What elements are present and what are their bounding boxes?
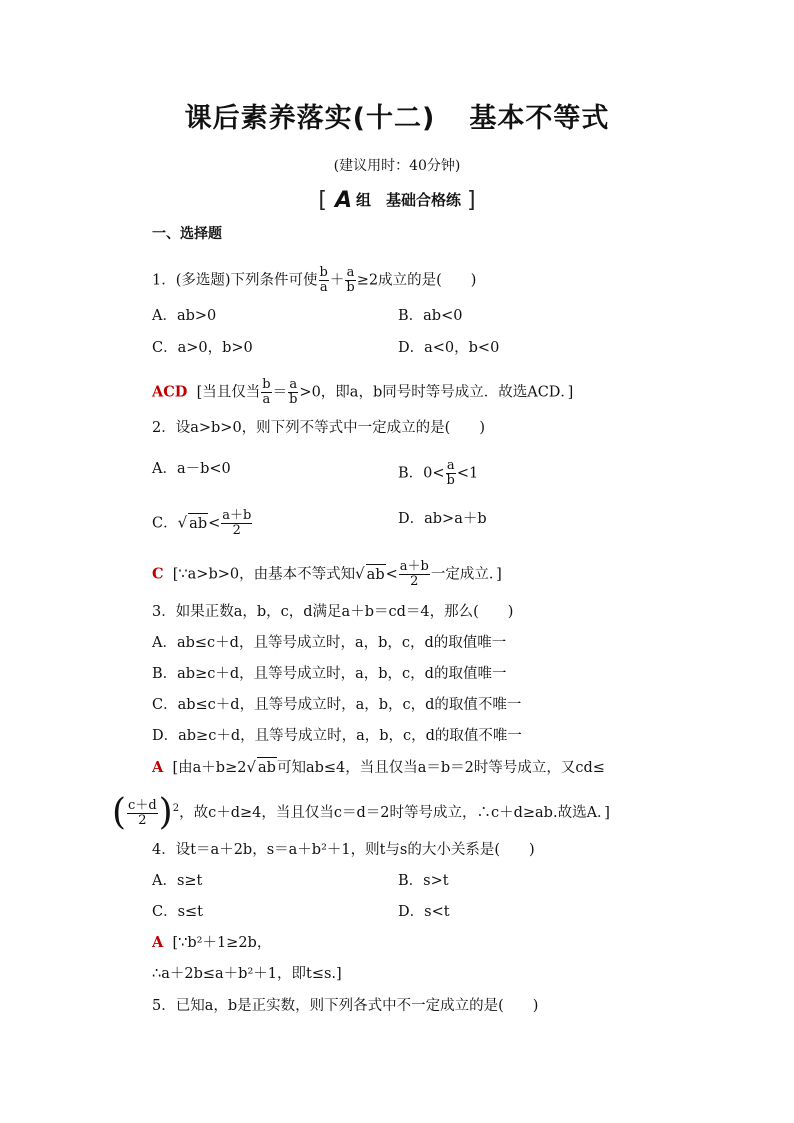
q3-explanation-line1: A [由a＋b≥2√ ab可知ab≤4，当且仅当a＝b＝2时等号成立，又cd≤	[152, 758, 605, 776]
q4-option-c: C．s≤t	[152, 904, 204, 920]
q3-explanation-line2: ( $\frac{c+d}{2}$ )$^2$，故c＋d≥4，当且仅当c＝d＝2时等号成立，∴c＋d≥ab.故选A．]	[112, 792, 610, 833]
title-topic: 基本不等式	[469, 103, 610, 134]
q3-option-b: B．ab≥c＋d，且等号成立时，a，b，c，d的取值唯一	[152, 666, 507, 682]
suggested-time: (建议用时：40分钟)	[333, 158, 461, 174]
group-letter: A	[334, 188, 352, 213]
group-label: 组 基础合格练	[356, 191, 462, 209]
page-title	[0, 96, 794, 135]
bracket-left: [	[318, 188, 327, 213]
q3-answer: A	[152, 759, 164, 776]
q2-option-b: B．0< $\frac{a}{b}$ <1	[398, 458, 479, 488]
q2-explanation: C [∵a>b>0，由基本不等式知√ ab< $\frac{a+b}{2}$ 一定成立．]	[152, 559, 502, 589]
q1-option-a: A．ab>0	[152, 308, 217, 324]
q1-stem: 1．(多选题)下列条件可使 $\frac{b}{a}$ ＋ $\frac{a}{b}$ ≥2成立的是( )	[152, 265, 477, 295]
q2-stem: 2．设a>b>0，则下列不等式中一定成立的是( )	[152, 420, 485, 436]
section-heading: 一、选择题	[152, 226, 222, 242]
q3-option-a: A．ab≤c＋d，且等号成立时，a，b，c，d的取值唯一	[152, 635, 507, 651]
q1-option-b: B．ab<0	[398, 308, 463, 324]
q4-option-d: D．s<t	[398, 904, 450, 920]
q4-stem: 4．设t＝a＋2b，s＝a＋b²＋1，则t与s的大小关系是( )	[152, 842, 535, 858]
q5-stem: 5．已知a，b是正实数，则下列各式中不一定成立的是( )	[152, 998, 539, 1014]
q4-explanation-line1: A [∵b²＋1≥2b，	[152, 934, 272, 951]
q1-frac-a-over-b: $\frac{a}{b}$	[346, 265, 355, 295]
q4-option-b: B．s>t	[398, 873, 449, 889]
q2-answer: C	[152, 565, 164, 583]
q4-explanation-line2: ∴a＋2b≤a＋b²＋1，即t≤s.]	[152, 966, 342, 982]
bracket-right: ]	[467, 188, 476, 213]
q3-stem: 3．如果正数a，b，c，d满足a＋b＝cd＝4，那么( )	[152, 604, 514, 620]
q1-option-c: C．a>0，b>0	[152, 340, 253, 356]
q2-option-d: D．ab>a＋b	[398, 511, 487, 527]
q2-option-a: A．a－b<0	[152, 461, 231, 477]
q4-option-a: A．s≥t	[152, 873, 203, 889]
q2-option-c: C．√ ab< $\frac{a+b}{2}$	[152, 508, 252, 538]
q1-frac-b-over-a: $\frac{b}{a}$	[319, 265, 328, 295]
q4-answer: A	[152, 934, 164, 951]
q3-option-c: C．ab≤c＋d，且等号成立时，a，b，c，d的取值不唯一	[152, 697, 522, 713]
group-heading	[0, 188, 794, 213]
q3-option-d: D．ab≥c＋d，且等号成立时，a，b，c，d的取值不唯一	[152, 728, 522, 744]
q1-explanation: ACD [当且仅当 $\frac{b}{a}$ ＝ $\frac{a}{b}$ >0，即a，b同号时等号成立．故选ACD．]	[152, 377, 574, 407]
q1-answer: ACD	[152, 383, 188, 401]
q1-option-d: D．a<0，b<0	[398, 340, 500, 356]
title-main: 课后素养落实(十二)	[184, 103, 436, 134]
